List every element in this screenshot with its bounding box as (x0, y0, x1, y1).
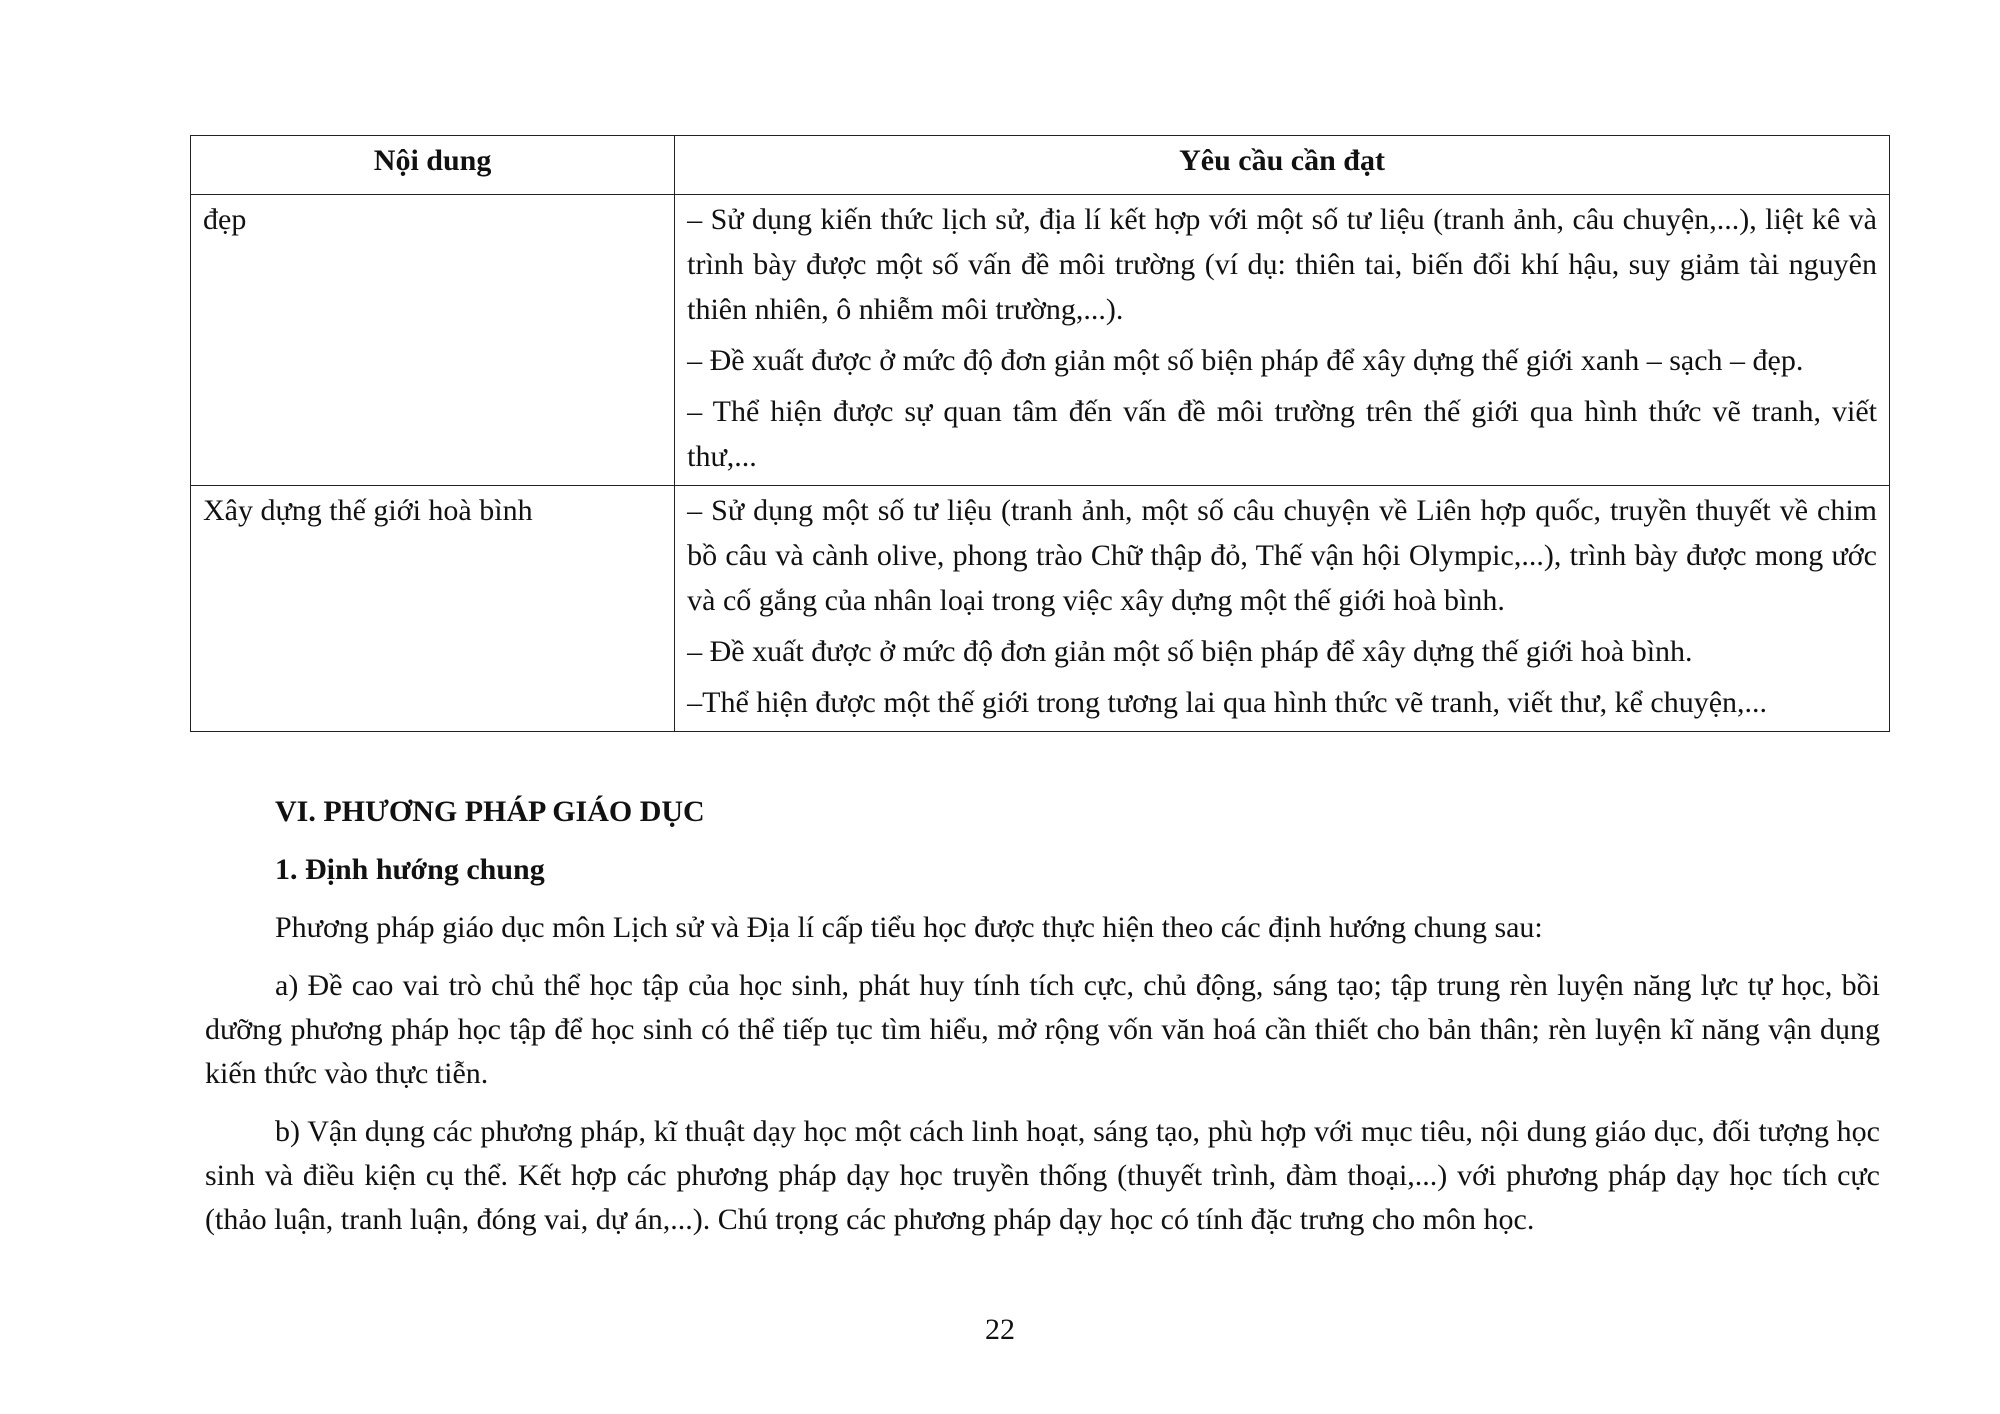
row-content-cell: Xây dựng thế giới hoà bình (191, 486, 675, 732)
header-content: Nội dung (191, 136, 675, 195)
requirement-item: –Thể hiện được một thế giới trong tương lai qua hình thức vẽ tranh, viết thư, kể chuyện,... (687, 686, 1768, 719)
paragraph: a) Đề cao vai trò chủ thể học tập của học sinh, phát huy tính tích cực, chủ động, sáng tạo; tập trung rèn luyện năng lực tự học, bồi dưỡng phương pháp học tập để học sinh có thể tiếp tục tìm hiểu, mở rộng vốn văn hoá cần thiết cho bản thân; rèn luyện kĩ năng vận dụng kiến thức vào thực tiễn. (205, 969, 1880, 1090)
requirement-item: – Sử dụng kiến thức lịch sử, địa lí kết hợp với một số tư liệu (tranh ảnh, câu chuyện,...), liệt kê và trình bày được một số vấn đề môi trường (ví dụ: thiên tai, biến đổi khí hậu, suy giảm tài nguyên thiên nhiên, ô nhiễm môi trường,...). (687, 203, 1877, 326)
row-requirements-cell (675, 195, 1890, 486)
section-body (205, 790, 1880, 1256)
requirement-item: – Thể hiện được sự quan tâm đến vấn đề môi trường trên thế giới qua hình thức vẽ tranh, viết thư,... (687, 395, 1877, 473)
table-row (191, 195, 1890, 486)
requirement-item: – Đề xuất được ở mức độ đơn giản một số biện pháp để xây dựng thế giới hoà bình. (687, 635, 1693, 668)
table-row (191, 486, 1890, 732)
section-heading: VI. PHƯƠNG PHÁP GIÁO DỤC (275, 795, 705, 828)
row-content-cell: đẹp (191, 195, 675, 486)
table-header-row (191, 136, 1890, 195)
page-number: 22 (985, 1313, 1015, 1346)
paragraph: Phương pháp giáo dục môn Lịch sử và Địa lí cấp tiểu học được thực hiện theo các định hướng chung sau: (275, 911, 1543, 944)
requirements-table (190, 135, 1890, 732)
section-subheading: 1. Định hướng chung (275, 853, 545, 886)
row-requirements-cell (675, 486, 1890, 732)
header-requirements: Yêu cầu cần đạt (675, 136, 1890, 195)
paragraph: b) Vận dụng các phương pháp, kĩ thuật dạy học một cách linh hoạt, sáng tạo, phù hợp với mục tiêu, nội dung giáo dục, đối tượng học sinh và điều kiện cụ thể. Kết hợp các phương pháp dạy học truyền thống (thuyết trình, đàm thoại,...) với phương pháp dạy học tích cực (thảo luận, tranh luận, đóng vai, dự án,...). Chú trọng các phương pháp dạy học có tính đặc trưng cho môn học. (205, 1115, 1880, 1236)
requirement-item: – Sử dụng một số tư liệu (tranh ảnh, một số câu chuyện về Liên hợp quốc, truyền thuyết về chim bồ câu và cành olive, phong trào Chữ thập đỏ, Thế vận hội Olympic,...), trình bày được mong ước và cố gắng của nhân loại trong việc xây dựng một thế giới hoà bình. (687, 494, 1877, 617)
requirement-item: – Đề xuất được ở mức độ đơn giản một số biện pháp để xây dựng thế giới xanh – sạch – đẹp. (687, 344, 1804, 377)
